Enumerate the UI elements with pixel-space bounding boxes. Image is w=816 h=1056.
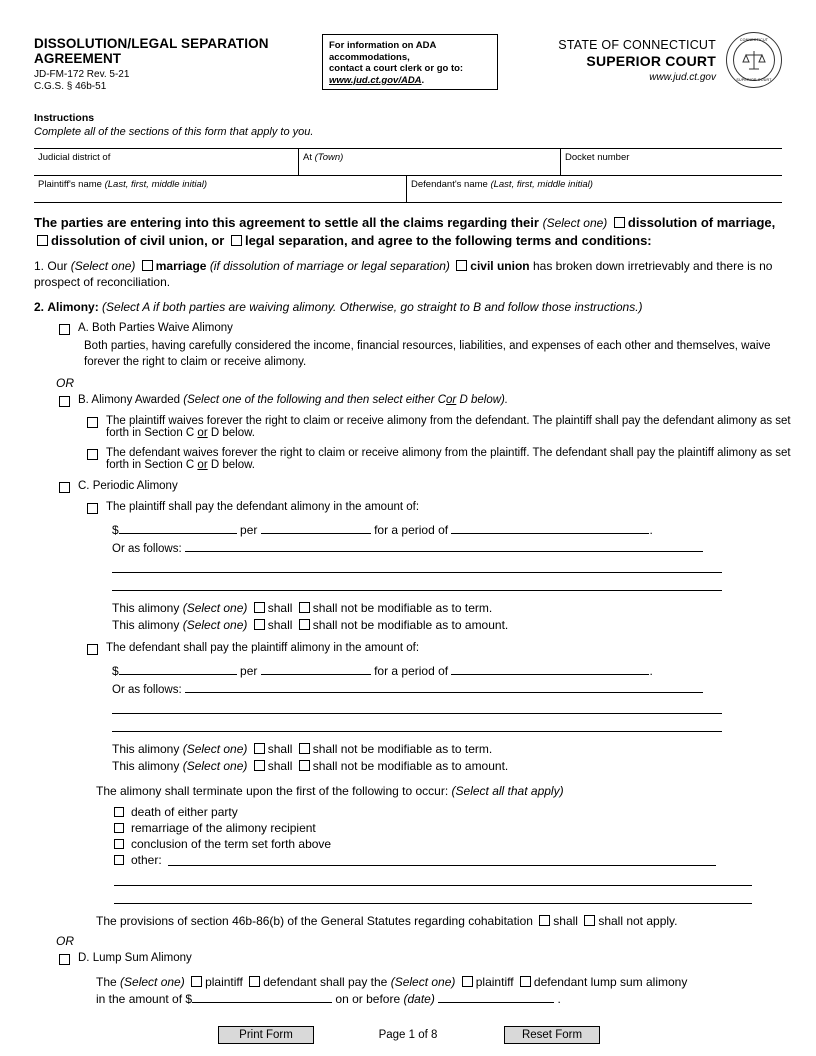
input-c1-amount[interactable] <box>119 522 237 534</box>
checkbox-civil-union[interactable] <box>456 260 467 271</box>
instructions-text: Complete all of the sections of this form that apply to you. <box>34 126 314 138</box>
checkbox-c-plaintiff-pays[interactable] <box>87 503 98 514</box>
c2-modifiable-term: This alimony (Select one) shall shall not be modifiable as to term. <box>112 742 493 756</box>
checkbox-c2-term-shall[interactable] <box>254 743 265 754</box>
court-seal-icon: CONNECTICUT SUPERIOR COURT <box>726 32 782 88</box>
court-url[interactable]: www.jud.ct.gov <box>649 72 716 83</box>
item-2-alimony: 2. Alimony: (Select A if both parties are waiving alimony. Otherwise, go straight to B and follow those instructions.) <box>34 300 643 314</box>
page-number: Page 1 of 8 <box>378 1029 438 1041</box>
checkbox-term-death[interactable] <box>114 807 124 817</box>
judicial-district-field[interactable]: Judicial district of <box>38 152 111 163</box>
c-defendant-amount-block: $ per for a period of . Or as follows: This alimony (Select one) shall shall not be modifiable as to term. This alimony (Select one) shall shall not be modifiable as to amount. <box>112 663 782 775</box>
checkbox-c-defendant-pays[interactable] <box>87 644 98 655</box>
checkbox-term-other[interactable] <box>114 855 124 865</box>
checkbox-d-payer-plaintiff[interactable] <box>191 976 202 987</box>
checkbox-c1-term-shall[interactable] <box>254 602 265 613</box>
caption-row-2 <box>34 176 782 203</box>
checkbox-c1-amount-shall-not[interactable] <box>299 619 310 630</box>
checkbox-legal-separation[interactable] <box>231 235 242 246</box>
option-d-detail: The (Select one) plaintiff defendant shall pay the (Select one) plaintiff defendant lump sum alimony in the amount of $ on or before (date) . <box>96 975 688 1006</box>
checkbox-d-payee-defendant[interactable] <box>520 976 531 987</box>
or-separator-1: OR <box>56 376 74 390</box>
court-name: SUPERIOR COURT <box>586 53 716 69</box>
input-c2-other-1[interactable] <box>185 681 703 693</box>
term-option-death[interactable]: death of either party <box>96 804 782 820</box>
checkbox-cohab-shall[interactable] <box>539 915 550 926</box>
input-c2-other-3[interactable] <box>112 719 722 732</box>
checkbox-plaintiff-waives[interactable] <box>87 417 98 428</box>
input-c1-other-2[interactable] <box>112 560 722 573</box>
instructions-label: Instructions <box>34 112 95 124</box>
item-1: 1. Our (Select one) marriage (if dissolution of marriage or legal separation) civil union has broken down irretrievably and there is no prospect of reconciliation. <box>34 259 773 289</box>
option-b-choice-2[interactable]: The defendant waives forever the right to claim or receive alimony from the plaintiff. The defendant shall pay the plaintiff alimony as set forth in Section C or D below. <box>84 447 794 471</box>
court-block <box>558 38 716 83</box>
checkbox-term-conclusion[interactable] <box>114 839 124 849</box>
checkbox-marriage[interactable] <box>142 260 153 271</box>
input-d-amount[interactable] <box>192 991 332 1003</box>
input-c1-other-1[interactable] <box>185 540 703 552</box>
statute-ref: C.G.S. § 46b-51 <box>34 81 107 92</box>
checkbox-option-b[interactable] <box>59 396 70 407</box>
input-c1-per[interactable] <box>261 522 371 534</box>
input-d-date[interactable] <box>438 991 554 1003</box>
form-footer <box>0 1026 816 1048</box>
input-term-other-3[interactable] <box>114 891 752 904</box>
checkbox-option-c[interactable] <box>59 482 70 493</box>
docket-number-field[interactable]: Docket number <box>560 149 782 175</box>
input-term-other-1[interactable] <box>168 854 716 866</box>
input-c2-per[interactable] <box>261 663 371 675</box>
town-field[interactable]: At (Town) <box>298 149 560 175</box>
termination-block: The alimony shall terminate upon the first of the following to occur: (Select all that apply) death of either party remarriage of the alimony recipient conclusion of the term set forth above other: <box>96 784 782 904</box>
ada-notice-box: For information on ADA accommodations, contact a court clerk or go to: www.jud.ct.gov/ADA. <box>322 34 498 90</box>
c-defendant-pays-row[interactable]: The defendant shall pay the plaintiff alimony in the amount of: <box>84 642 782 655</box>
checkbox-option-a[interactable] <box>59 324 70 335</box>
term-option-other[interactable]: other: <box>96 852 782 868</box>
checkbox-dissolution-marriage[interactable] <box>614 217 625 228</box>
option-a-waive-alimony[interactable]: A. Both Parties Waive Alimony <box>56 322 782 335</box>
print-form-button[interactable]: Print Form <box>218 1026 314 1044</box>
checkbox-c1-term-shall-not[interactable] <box>299 602 310 613</box>
checkbox-c2-amount-shall-not[interactable] <box>299 760 310 771</box>
caption-row-1 <box>34 149 782 176</box>
term-option-conclusion[interactable]: conclusion of the term set forth above <box>96 836 782 852</box>
checkbox-c2-amount-shall[interactable] <box>254 760 265 771</box>
checkbox-d-payee-plaintiff[interactable] <box>462 976 473 987</box>
input-c1-other-3[interactable] <box>112 578 722 591</box>
input-c2-amount[interactable] <box>119 663 237 675</box>
option-b-alimony-awarded[interactable]: B. Alimony Awarded (Select one of the following and then select either Cor D below). <box>56 394 782 407</box>
option-c-periodic-alimony[interactable]: C. Periodic Alimony <box>56 480 782 493</box>
checkbox-defendant-waives[interactable] <box>87 449 98 460</box>
c-plaintiff-pays-row[interactable]: The plaintiff shall pay the defendant alimony in the amount of: <box>84 501 782 514</box>
page-title: DISSOLUTION/LEGAL SEPARATION AGREEMENT <box>34 36 269 66</box>
agreement-intro: The parties are entering into this agreement to settle all the claims regarding their (Select one) dissolution of marriage, dissolution of civil union, or legal separation, and agree to the following terms and conditions: <box>34 215 776 248</box>
cohabitation-row: The provisions of section 46b-86(b) of the General Statutes regarding cohabitation shall shall not apply. <box>96 914 678 928</box>
ada-link[interactable]: www.jud.ct.gov/ADA <box>329 74 422 86</box>
form-number: JD-FM-172 Rev. 5-21 <box>34 69 130 80</box>
checkbox-dissolution-civil-union[interactable] <box>37 235 48 246</box>
option-a-text: Both parties, having carefully considered the income, financial resources, liabilities, and expenses of each other and themselves, waive forever the right to claim or receive alimony. <box>84 340 771 368</box>
checkbox-cohab-shall-not[interactable] <box>584 915 595 926</box>
state-name: STATE OF CONNECTICUT <box>558 38 716 52</box>
option-b-choice-1[interactable]: The plaintiff waives forever the right to claim or receive alimony from the defendant. The plaintiff shall pay the defendant alimony as set forth in Section C or D below. <box>84 415 794 439</box>
form-header <box>34 30 782 108</box>
c-plaintiff-amount-block: $ per for a period of . Or as follows: This alimony (Select one) shall shall not be modifiable as to term. This alimony (Select one) shall shall not be modifiable as to amount. <box>112 522 782 634</box>
input-c2-period[interactable] <box>451 663 649 675</box>
c1-modifiable-amount: This alimony (Select one) shall shall not be modifiable as to amount. <box>112 618 509 632</box>
or-separator-2: OR <box>56 934 74 948</box>
c2-modifiable-amount: This alimony (Select one) shall shall not be modifiable as to amount. <box>112 759 509 773</box>
title-block <box>34 36 314 93</box>
caption-table <box>34 148 782 203</box>
c1-modifiable-term: This alimony (Select one) shall shall not be modifiable as to term. <box>112 601 493 615</box>
term-option-remarriage[interactable]: remarriage of the alimony recipient <box>96 820 782 836</box>
checkbox-c2-term-shall-not[interactable] <box>299 743 310 754</box>
reset-form-button[interactable]: Reset Form <box>504 1026 600 1044</box>
defendant-name-field[interactable]: Defendant's name (Last, first, middle initial) <box>406 176 782 202</box>
option-d-lump-sum[interactable]: D. Lump Sum Alimony <box>56 952 782 965</box>
checkbox-d-payer-defendant[interactable] <box>249 976 260 987</box>
input-c1-period[interactable] <box>451 522 649 534</box>
checkbox-c1-amount-shall[interactable] <box>254 619 265 630</box>
checkbox-term-remarriage[interactable] <box>114 823 124 833</box>
input-term-other-2[interactable] <box>114 873 752 886</box>
plaintiff-name-field[interactable]: Plaintiff's name (Last, first, middle initial) <box>38 179 208 190</box>
input-c2-other-2[interactable] <box>112 701 722 714</box>
checkbox-option-d[interactable] <box>59 954 70 965</box>
